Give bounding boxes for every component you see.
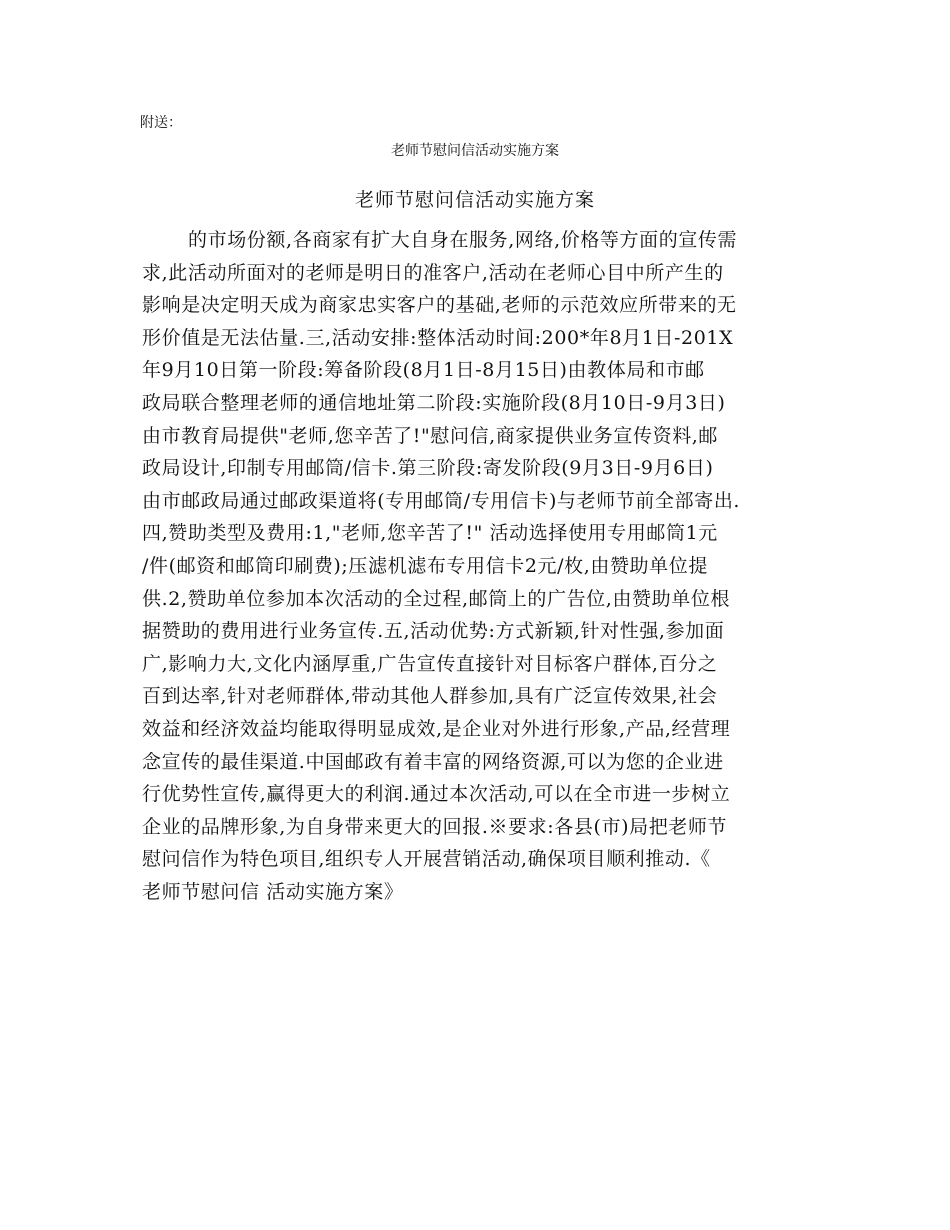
body-line: 念宣传的最佳渠道.中国邮政有着丰富的网络资源,可以为您的企业进	[142, 750, 724, 773]
body-line: 求,此活动所面对的老师是明日的准客户,活动在老师心目中所产生的	[142, 261, 724, 284]
body-line: 据赞助的费用进行业务宣传.五,活动优势:方式新颖,针对性强,参加面	[142, 620, 725, 643]
body-line: 广,影响力大,文化内涵厚重,广告宣传直接针对目标客户群体,百分之	[142, 652, 718, 675]
body-line: 企业的品牌形象,为自身带来更大的回报.※要求:各县(市)局把老师节	[142, 815, 728, 838]
attachment-label: 附送：	[140, 115, 182, 131]
document-title: 老师节慰问信活动实施方案	[354, 189, 595, 211]
body-text	[142, 224, 810, 908]
header-title: 老师节慰问信活动实施方案	[391, 143, 559, 159]
body-line: 老师节慰问信 活动实施方案》	[142, 880, 404, 903]
body-line: 四,赞助类型及费用:1,"老师,您辛苦了!" 活动选择使用专用邮筒1元	[142, 522, 718, 545]
body-line: 影响是决定明天成为商家忠实客户的基础,老师的示范效应所带来的无	[142, 294, 737, 317]
body-line: 的市场份额,各商家有扩大自身在服务,网络,价格等方面的宣传需	[188, 229, 738, 251]
body-line: 百到达率,针对老师群体,带动其他人群参加,具有广泛宣传效果,社会	[142, 685, 718, 708]
body-line: 形价值是无法估量.三,活动安排:整体活动时间:200*年8月1日-201X	[142, 326, 734, 349]
body-line: 由市教育局提供"老师,您辛苦了!"慰问信,商家提供业务宣传资料,邮	[142, 424, 719, 447]
body-line: 由市邮政局通过邮政渠道将(专用邮筒/专用信卡)与老师节前全部寄出.	[142, 489, 741, 512]
body-line: 政局联合整理老师的通信地址第二阶段:实施阶段(8月10日-9月3日)	[142, 391, 726, 414]
body-line: 行优势性宣传,赢得更大的利润.通过本次活动,可以在全市进一步树立	[142, 783, 731, 806]
body-line: /件(邮资和邮筒印刷费);压滤机滤布专用信卡2元/枚,由赞助单位提	[142, 554, 708, 577]
body-line: 供.2,赞助单位参加本次活动的全过程,邮筒上的广告位,由赞助单位根	[142, 587, 731, 610]
body-line: 政局设计,印制专用邮筒/信卡.第三阶段:寄发阶段(9月3日-9月6日)	[142, 457, 714, 480]
body-line: 慰问信作为特色项目,组织专人开展营销活动,确保项目顺利推动.《	[142, 848, 711, 871]
body-line: 效益和经济效益均能取得明显成效,是企业对外进行形象,产品,经营理	[142, 717, 731, 740]
body-line: 年9月10日第一阶段:筹备阶段(8月1日-8月15日)由教体局和市邮	[142, 359, 705, 382]
